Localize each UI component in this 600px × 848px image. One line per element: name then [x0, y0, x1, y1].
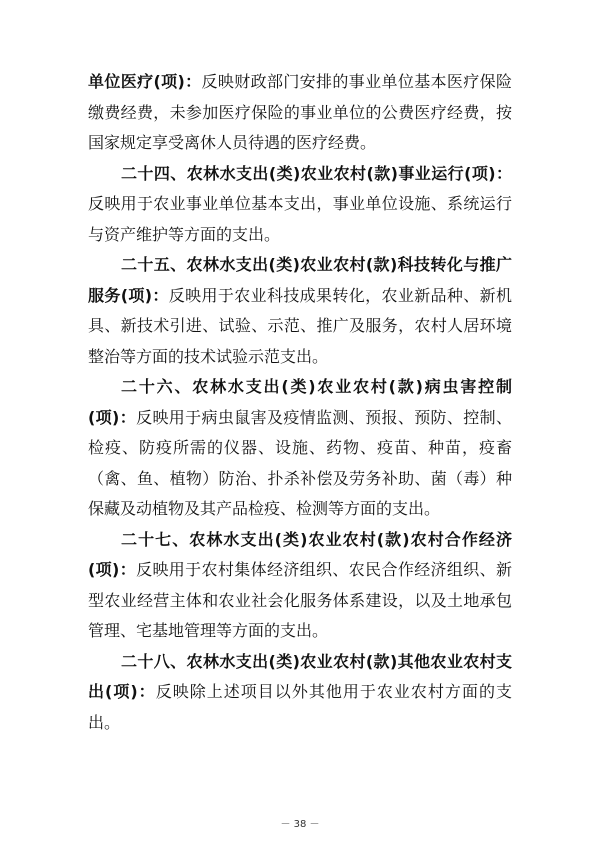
paragraph-heading: 二十四、农林水支出(类)农业农村(款)事业运行(项)： — [121, 163, 512, 183]
paragraph-26 — [88, 372, 512, 525]
paragraph-text: 反映用于农业科技成果转化，农业新品种、新机具、新技术引进、试验、示范、推广及服务，农村人居环境整治等方面的技术试验示范支出。 — [88, 285, 512, 366]
paragraph-heading: 二十五、农林水支出(类)农业农村(款)科技转化与推广服务(项)： — [88, 255, 512, 305]
paragraph-text: 反映用于农村集体经济组织、农民合作经济组织、新型农业经营主体和农业社会化服务体系建设，以及土地承包管理、宅基地管理等方面的支出。 — [88, 560, 512, 640]
paragraph-heading: 二十六、农林水支出(类)农业农村(款)病虫害控制(项)： — [88, 377, 512, 427]
paragraph-25 — [88, 250, 512, 372]
paragraph-text: 反映财政部门安排的事业单位基本医疗保险缴费经费，未参加医疗保险的事业单位的公费医疗经费，按国家规定享受离休人员待遇的医疗经费。 — [88, 72, 512, 152]
page-number: － 38 － — [280, 819, 320, 830]
paragraph-24 — [88, 159, 512, 251]
paragraph-heading: 二十七、农林水支出(类)农业农村(款)农村合作经济(项)： — [88, 529, 512, 579]
paragraph-text: 反映用于病虫鼠害及疫情监测、预报、预防、控制、检疫、防疫所需的仪器、设施、药物、疫苗、种苗，疫畜（禽、鱼、植物）防治、扑杀补偿及劳务补助、菌（毒）种保藏及动植物及其产品检疫、检测等方面的支出。 — [88, 407, 512, 518]
paragraph-heading: 单位医疗(项)： — [88, 72, 202, 91]
paragraph-unit-medical — [88, 67, 512, 159]
paragraph-28 — [88, 647, 512, 739]
paragraph-text: 反映除上述项目以外其他用于农业农村方面的支出。 — [88, 682, 512, 732]
paragraph-text: 反映用于农业事业单位基本支出，事业单位设施、系统运行与资产维护等方面的支出。 — [88, 194, 512, 244]
paragraph-heading: 二十八、农林水支出(类)农业农村(款)其他农业农村支出(项)： — [88, 651, 512, 701]
paragraph-27 — [88, 525, 512, 647]
document-body — [88, 67, 512, 738]
